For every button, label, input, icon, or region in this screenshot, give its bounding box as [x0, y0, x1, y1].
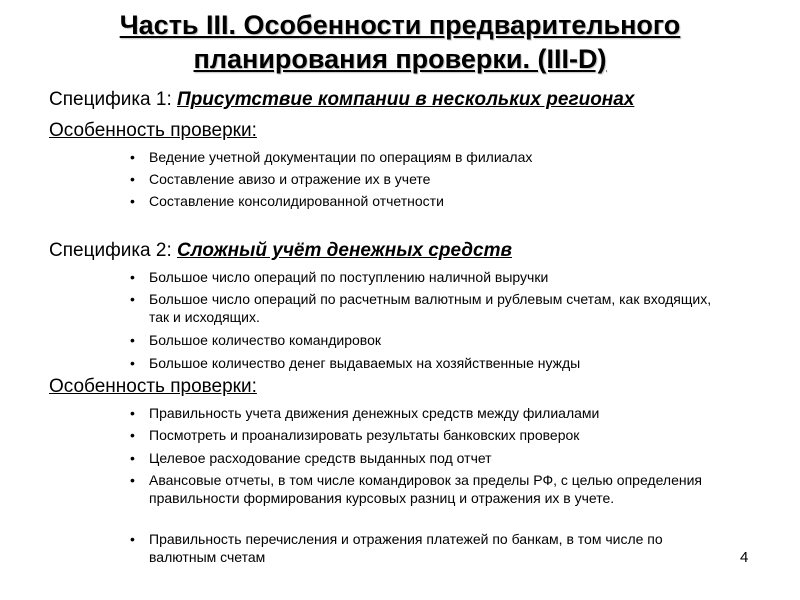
list-item: • Авансовые отчеты, в том числе командировок за пределы РФ, с целью определения правильности формирования курсовых разниц и отражения их в учете.: [130, 472, 702, 506]
page-number: 4: [740, 549, 749, 566]
list-item: • Посмотреть и проанализировать результаты банковских проверок: [130, 427, 580, 443]
slide-title: Часть III. Особенности предварительного планирования проверки. (III-D): [119, 10, 681, 74]
list-item: • Большое число операций по поступлению наличной выручки: [130, 269, 549, 285]
list-item: • Правильность учета движения денежных средств между филиалами: [130, 405, 600, 421]
list-item: • Большое число операций по расчетным валютным и рублевым счетам, как входящих, так и исходящих.: [130, 291, 712, 325]
specifics-1-label: Специфика 1:: [49, 89, 178, 110]
specifics-2-label: Специфика 2:: [49, 240, 178, 261]
list-item: • Целевое расходование средств выданных под отчет: [130, 450, 492, 466]
specifics-2: [49, 240, 512, 262]
list-item: • Ведение учетной документации по операциям в филиалах: [130, 149, 533, 165]
list-item: • Большое количество командировок: [130, 332, 381, 348]
feature-heading-2: Особенность проверки:: [49, 376, 257, 397]
list-item: • Составление консолидированной отчетности: [130, 193, 444, 209]
list-item: • Большое количество денег выдаваемых на хозяйственные нужды: [130, 355, 581, 371]
specifics-2-value: Сложный учёт денежных средств: [177, 240, 512, 261]
specifics-1-value: Присутствие компании в нескольких регионах: [177, 89, 635, 110]
feature-heading-1: Особенность проверки:: [49, 120, 257, 141]
specifics-1: [49, 89, 634, 111]
list-item: • Составление авизо и отражение их в учете: [130, 171, 431, 187]
list-item: • Правильность перечисления и отражения платежей по банкам, в том числе по валютным счетам: [130, 531, 663, 565]
